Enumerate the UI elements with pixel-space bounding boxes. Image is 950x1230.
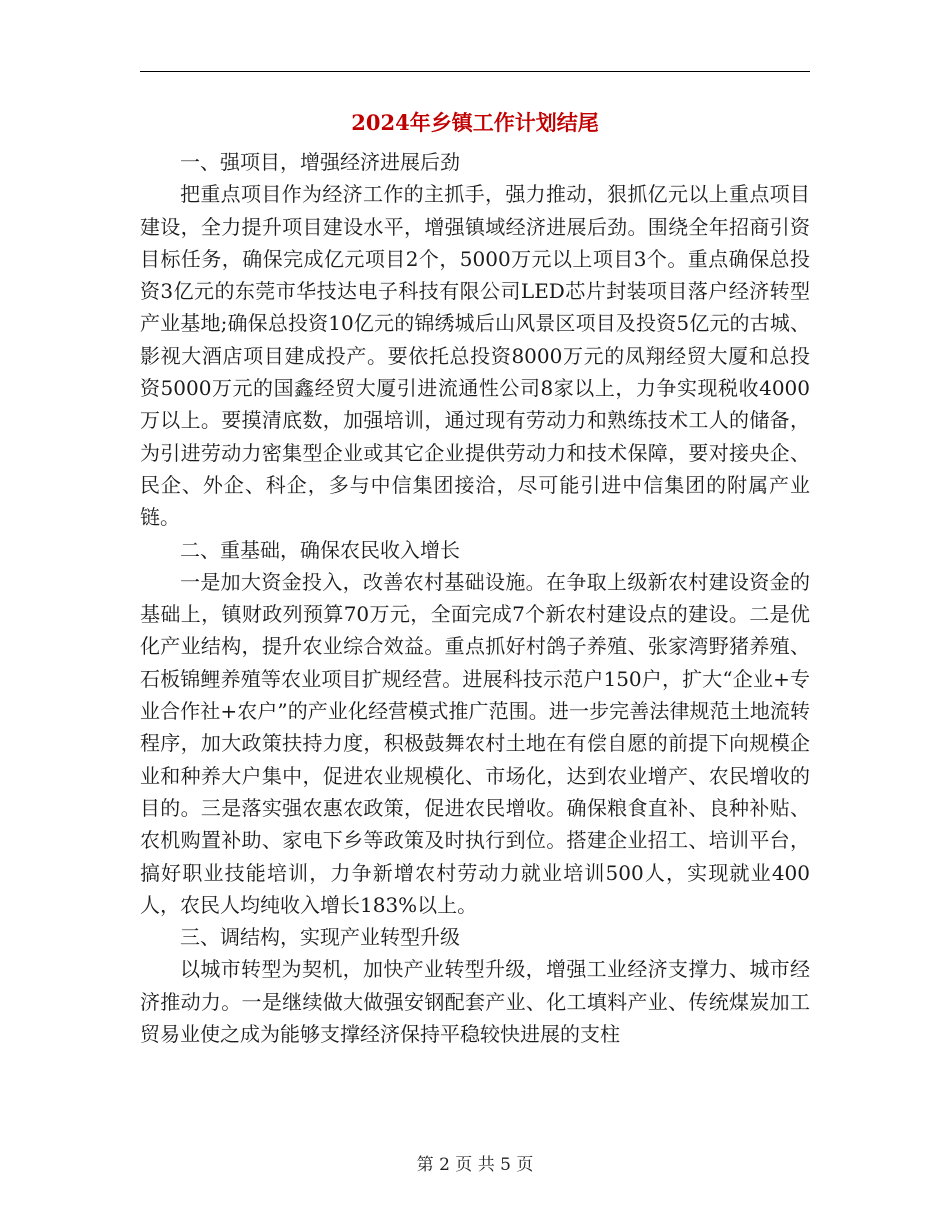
header-rule (140, 71, 810, 72)
paragraph-3: 以城市转型为契机，加快产业转型升级，增强工业经济支撑力、城市经济推动力。一是继续做大做强安钢配套产业、化工填料产业、传统煤炭加工贸易业使之成为能够支撑经济保持平稳较快进展的支柱 (140, 957, 810, 1047)
paragraph-1: 把重点项目作为经济工作的主抓手，强力推动，狠抓亿元以上重点项目建设，全力提升项目建设水平，增强镇域经济进展后劲。围绕全年招商引资目标任务，确保完成亿元项目2个，5000万元以上项目3个。重点确保总投资3亿元的东莞市华技达电子科技有限公司LED芯片封装项目落户经济转型产业基地;确保总投资10亿元的锦绣城后山风景区项目及投资5亿元的古城、影视大酒店项目建成投产。要依托总投资8000万元的凤翔经贸大厦和总投资5000万元的国鑫经贸大厦引进流通性公司8家以上，力争实现税收4000万以上。要摸清底数，加强培训，通过现有劳动力和熟练技术工人的储备，为引进劳动力密集型企业或其它企业提供劳动力和技术保障，要对接央企、民企、外企、科企，多与中信集团接洽，尽可能引进中信集团的附属产业链。 (140, 182, 810, 530)
paragraph-2: 一是加大资金投入，改善农村基础设施。在争取上级新农村建设资金的基础上，镇财政列预算70万元，全面完成7个新农村建设点的建设。二是优化产业结构，提升农业综合效益。重点抓好村鸽子养殖、张家湾野猪养殖、石板锦鲤养殖等农业项目扩规经营。进展科技示范户150户，扩大“企业+专业合作社+农户”的产业化经营模式推广范围。进一步完善法律规范土地流转程序，加大政策扶持力度，积极鼓舞农村土地在有偿自愿的前提下向规模企业和种养大户集中，促进农业规模化、市场化，达到农业增产、农民增收的目的。三是落实强农惠农政策，促进农民增收。确保粮食直补、良种补贴、农机购置补助、家电下乡等政策及时执行到位。搭建企业招工、培训平台，搞好职业技能培训，力争新增农村劳动力就业培训500人，实现就业400人，农民人均纯收入增长183%以上。 (140, 569, 810, 917)
section-heading-2: 二、重基础，确保农民收入增长 (180, 537, 460, 562)
document-title: 2024年乡镇工作计划结尾 (351, 110, 599, 135)
section-heading-3: 三、调结构，实现产业转型升级 (180, 925, 460, 950)
document-body (140, 104, 810, 1050)
section-heading-1: 一、强项目，增强经济进展后劲 (180, 150, 460, 174)
document-text (140, 146, 810, 1050)
page-number-footer: 第 2 页 共 5 页 (416, 1155, 534, 1175)
